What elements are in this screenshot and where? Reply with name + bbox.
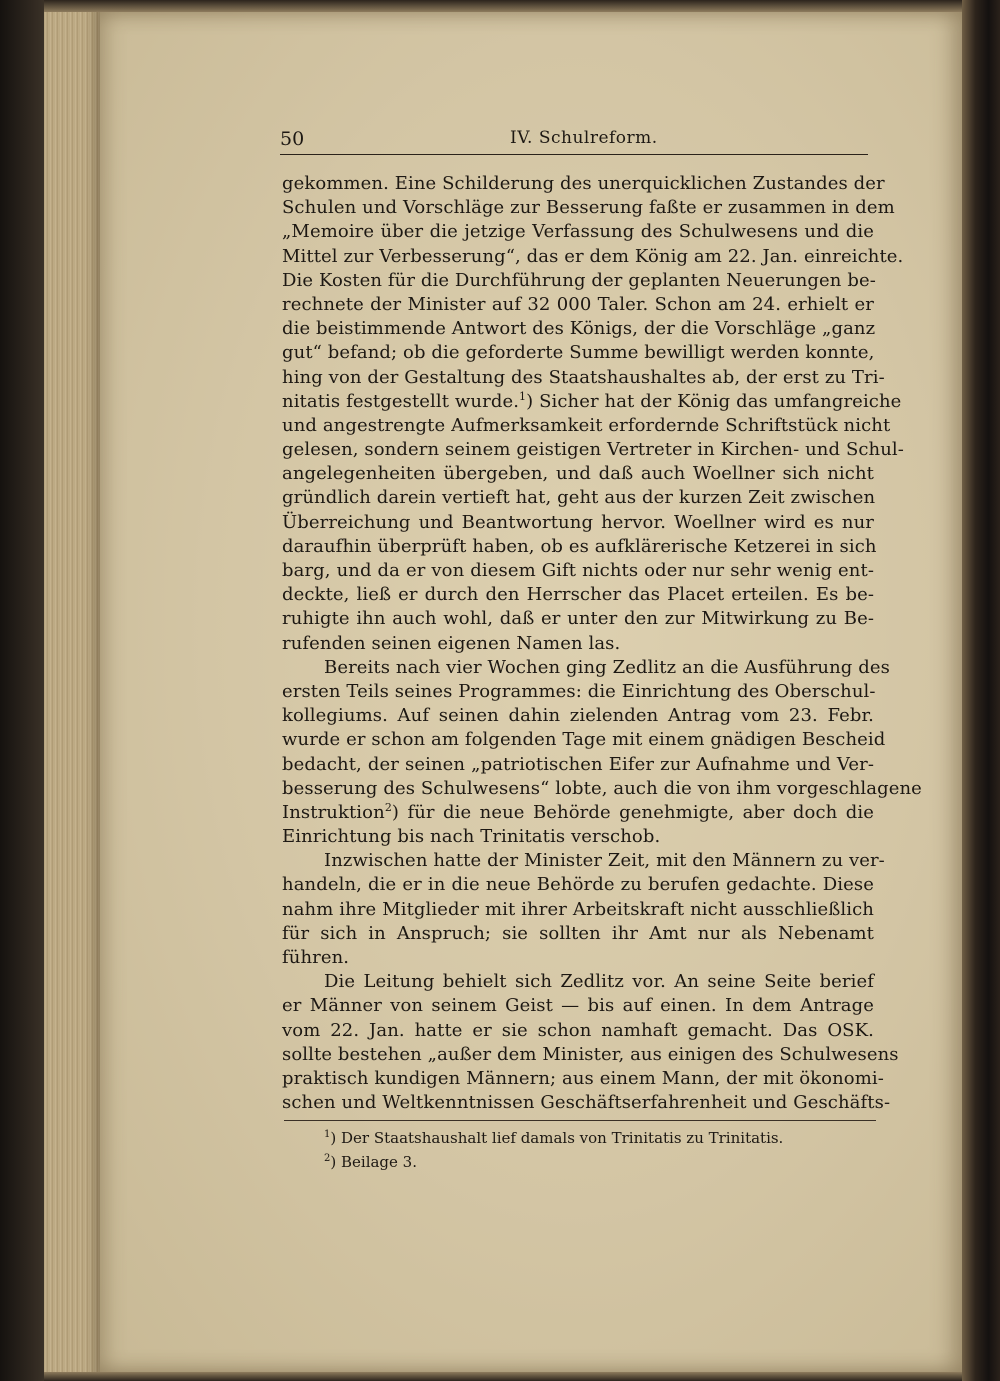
- text-line: [282, 704, 874, 728]
- text-line-content: vom 22. Jan. hatte er sie schon namhaft gemacht. Das OSK.: [282, 1019, 874, 1041]
- text-line: [282, 922, 874, 946]
- text-line-content: handeln, die er in die neue Behörde zu berufen gedachte. Diese: [282, 874, 874, 896]
- text-line: [282, 801, 874, 825]
- text-line: [282, 220, 874, 244]
- book-binding-left: [0, 0, 44, 1381]
- text-line: [282, 559, 874, 583]
- text-line: [282, 486, 874, 510]
- page-stack-edges: [44, 0, 100, 1381]
- text-line: [282, 196, 895, 220]
- text-line: [282, 994, 874, 1018]
- text-line-content: die beistimmende Antwort des Königs, der die Vorschläge „ganz: [282, 318, 876, 340]
- text-line: [282, 438, 904, 462]
- footnote-reference: 1: [519, 389, 527, 403]
- text-line-content: Schulen und Vorschläge zur Besserung faßte er zusammen in dem: [282, 197, 895, 219]
- text-line-content: praktisch kundigen Männern; aus einem Mann, der mit ökonomi-: [282, 1067, 884, 1089]
- running-head: [280, 128, 870, 156]
- footnote-mark: 1: [324, 1129, 331, 1140]
- footnote: [324, 1150, 874, 1174]
- text-line-content: bedacht, der seinen „patriotischen Eifer zur Aufnahme und Ver-: [282, 753, 874, 775]
- text-line: [282, 245, 904, 269]
- text-line-content: hing von der Gestaltung des Staatshaushaltes ab, der erst zu Tri-: [282, 366, 885, 388]
- text-line: [282, 680, 874, 704]
- text-line-content: er Männer von seinem Geist — bis auf einen. In dem Antrage: [282, 995, 874, 1017]
- text-line-content: und angestrengte Aufmerksamkeit erfordernde Schriftstück nicht: [282, 414, 891, 436]
- text-line-content: Mittel zur Verbesserung“, das er dem König am 22. Jan. einreichte.: [282, 245, 904, 267]
- footnote-text: ) Der Staatshaushalt lief damals von Trinitatis zu Trinitatis.: [330, 1129, 784, 1147]
- text-line-content: Inzwischen hatte der Minister Zeit, mit den Männern zu ver-: [324, 850, 885, 872]
- book-gutter-right: [962, 0, 1000, 1381]
- text-line-content: Überreichung und Beantwortung hervor. Woellner wird es nur: [282, 511, 874, 533]
- text-line-content: nahm ihre Mitglieder mit ihrer Arbeitskraft nicht ausschließlich: [282, 898, 874, 920]
- text-line-continuation: ) Sicher hat der König das umfangreiche: [526, 390, 902, 412]
- footnotes: [324, 1126, 874, 1174]
- text-line: [282, 825, 874, 849]
- text-line: [282, 389, 902, 414]
- text-line: [282, 414, 891, 438]
- text-line-content: deckte, ließ er durch den Herrscher das Placet erteilen. Es be-: [282, 584, 874, 606]
- text-line: [282, 535, 877, 559]
- text-line: [282, 462, 874, 486]
- text-line-content: barg, und da er von diesem Gift nichts oder nur sehr wenig ent-: [282, 560, 874, 581]
- footnote-rule: [284, 1120, 876, 1121]
- text-line-content: wurde er schon am folgenden Tage mit einem gnädigen Bescheid: [282, 729, 886, 751]
- text-line: [282, 172, 885, 196]
- text-line-content: gründlich darein vertieft hat, geht aus der kurzen Zeit zwischen: [282, 487, 876, 509]
- text-line-content: führen.: [282, 947, 350, 968]
- chapter-title: IV. Schulreform.: [510, 128, 658, 148]
- text-line: [282, 898, 874, 922]
- page-bottom-edge: [44, 1372, 962, 1381]
- text-line-content: Die Kosten für die Durchführung der geplanten Neuerungen be-: [282, 269, 876, 291]
- text-line: [282, 341, 874, 365]
- text-line-content: kollegiums. Auf seinen dahin zielenden Antrag vom 23. Febr.: [282, 705, 874, 727]
- text-line-content: ruhigte ihn auch wohl, daß er unter den zur Mitwirkung zu Be-: [282, 608, 874, 630]
- text-line: [282, 607, 874, 631]
- footnote: [324, 1126, 874, 1150]
- text-line-content: gelesen, sondern seinem geistigen Vertreter in Kirchen- und Schul-: [282, 439, 904, 461]
- footnote-mark: 2: [324, 1153, 331, 1164]
- text-line: [282, 728, 886, 752]
- text-line: [282, 269, 874, 293]
- text-line-content: nitatis festgestellt wurde.: [282, 390, 520, 412]
- page-number: 50: [280, 128, 305, 150]
- text-line: [282, 1091, 891, 1115]
- text-line-content: Einrichtung bis nach Trinitatis verschob.: [282, 826, 661, 848]
- text-line: [282, 366, 885, 390]
- text-line-content: rechnete der Minister auf 32 000 Taler. Schon am 24. erhielt er: [282, 293, 874, 315]
- text-line-content: ersten Teils seines Programmes: die Einrichtung des Oberschul-: [282, 680, 876, 702]
- text-line: [282, 656, 890, 680]
- body-text: [282, 172, 922, 1115]
- text-line-content: besserung des Schulwesens“ lobte, auch die von ihm vorgeschlagene: [282, 777, 922, 799]
- text-line-content: Bereits nach vier Wochen ging Zedlitz an die Ausführung des: [324, 656, 890, 678]
- text-line-content: schen und Weltkenntnissen Geschäftserfahrenheit und Geschäfts-: [282, 1092, 891, 1114]
- text-line: [282, 583, 874, 607]
- text-line: [282, 1019, 874, 1043]
- footnote-reference: 2: [384, 800, 392, 814]
- footnote-text: ) Beilage 3.: [330, 1153, 417, 1171]
- text-line-content: „Memoire über die jetzige Verfassung des Schulwesens und die: [282, 221, 874, 243]
- header-rule: [280, 154, 868, 155]
- text-line: [282, 293, 874, 317]
- page-top-edge: [44, 0, 962, 12]
- text-line-content: gut“ befand; ob die geforderte Summe bewilligt werden konnte,: [282, 342, 875, 364]
- text-line: [282, 632, 874, 656]
- text-line: [282, 970, 874, 994]
- text-line: [282, 873, 874, 897]
- text-line-content: gekommen. Eine Schilderung des unerquicklichen Zustandes der: [282, 173, 885, 194]
- text-line-content: Die Leitung behielt sich Zedlitz vor. An seine Seite berief: [324, 971, 874, 993]
- text-line: [282, 1067, 884, 1091]
- text-line: [282, 511, 874, 535]
- text-line-content: rufenden seinen eigenen Namen las.: [282, 632, 621, 654]
- text-line-content: für sich in Anspruch; sie sollten ihr Amt nur als Nebenamt: [282, 922, 874, 944]
- text-line-content: sollte bestehen „außer dem Minister, aus einigen des Schulwesens: [282, 1043, 899, 1065]
- text-line: [282, 317, 874, 341]
- text-line-content: angelegenheiten übergeben, und daß auch Woellner sich nicht: [282, 463, 874, 485]
- text-line: [282, 777, 922, 801]
- text-line: [282, 1043, 899, 1067]
- text-line: [282, 753, 874, 777]
- text-line: [282, 849, 885, 873]
- text-line-content: daraufhin überprüft haben, ob es aufklärerische Ketzerei in sich: [282, 535, 877, 557]
- text-line: [282, 946, 874, 970]
- text-line-continuation: ) für die neue Behörde genehmigte, aber doch die: [391, 801, 874, 823]
- text-line-content: Instruktion: [282, 801, 385, 823]
